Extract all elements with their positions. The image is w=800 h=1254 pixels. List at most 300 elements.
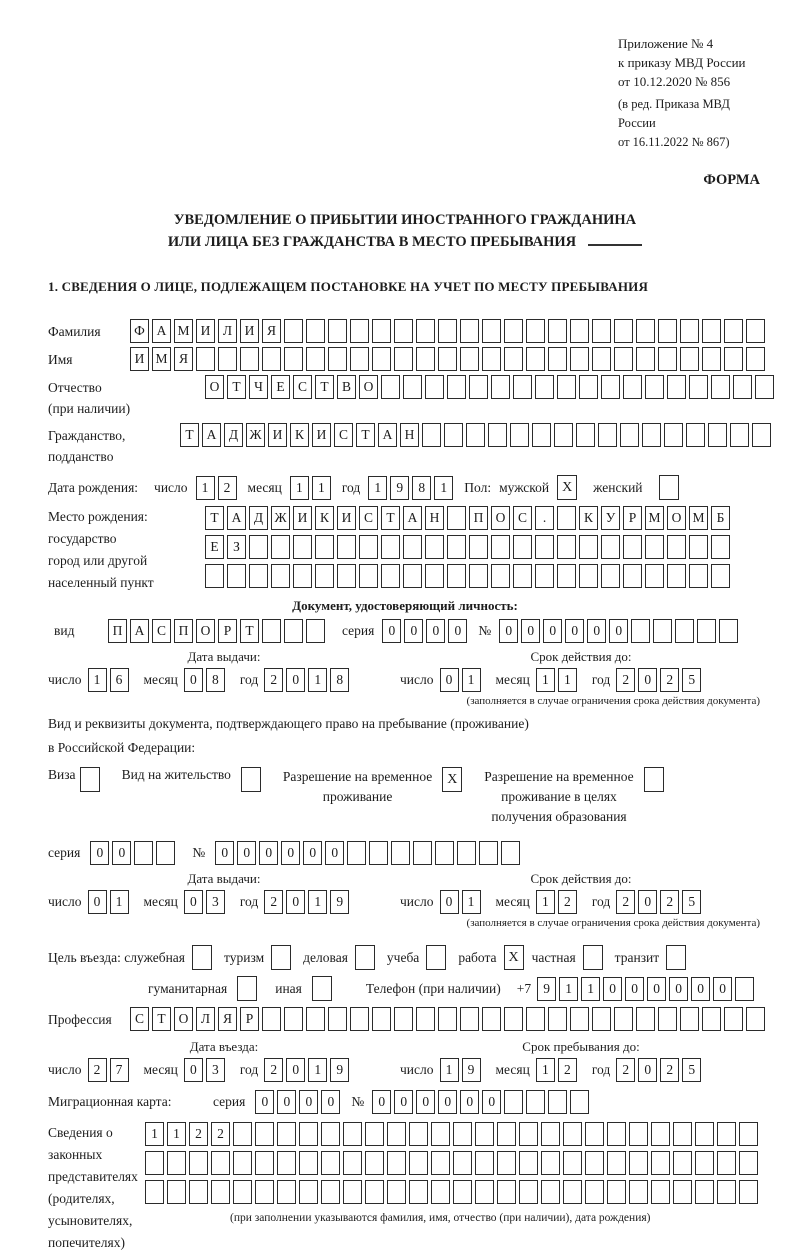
form-cell[interactable]: 0 <box>321 1090 340 1114</box>
form-cell[interactable]: 5 <box>682 668 701 692</box>
form-cell[interactable]: 0 <box>88 890 107 914</box>
form-cell[interactable]: Я <box>262 319 281 343</box>
form-cell[interactable] <box>645 535 664 559</box>
form-cell[interactable]: Ф <box>130 319 149 343</box>
form-cell[interactable] <box>697 619 716 643</box>
form-cell[interactable] <box>145 1151 164 1175</box>
form-cell[interactable]: 9 <box>330 1058 349 1082</box>
form-cell[interactable] <box>739 1180 758 1204</box>
form-cell[interactable] <box>607 1151 626 1175</box>
form-cell[interactable]: 0 <box>499 619 518 643</box>
form-cell[interactable] <box>431 1180 450 1204</box>
form-cell[interactable] <box>167 1151 186 1175</box>
form-cell[interactable] <box>636 319 655 343</box>
form-cell[interactable] <box>350 319 369 343</box>
form-cell[interactable] <box>673 1122 692 1146</box>
form-cell[interactable]: Ж <box>271 506 290 530</box>
form-cell[interactable]: 0 <box>112 841 131 865</box>
purpose-study-checkbox[interactable] <box>426 945 446 970</box>
form-cell[interactable] <box>350 1007 369 1031</box>
form-cell[interactable] <box>255 1180 274 1204</box>
form-cell[interactable]: Т <box>227 375 246 399</box>
form-cell[interactable] <box>491 564 510 588</box>
form-cell[interactable]: К <box>290 423 309 447</box>
form-cell[interactable] <box>387 1151 406 1175</box>
form-cell[interactable]: 0 <box>638 890 657 914</box>
form-cell[interactable] <box>425 564 444 588</box>
form-cell[interactable] <box>689 535 708 559</box>
form-cell[interactable] <box>557 535 576 559</box>
form-cell[interactable]: 0 <box>603 977 622 1001</box>
form-cell[interactable] <box>369 841 388 865</box>
form-cell[interactable] <box>416 347 435 371</box>
form-cell[interactable]: Л <box>196 1007 215 1031</box>
form-cell[interactable] <box>403 375 422 399</box>
form-cell[interactable]: 0 <box>286 668 305 692</box>
form-cell[interactable]: С <box>513 506 532 530</box>
form-cell[interactable] <box>717 1180 736 1204</box>
form-cell[interactable]: Е <box>205 535 224 559</box>
form-cell[interactable]: И <box>268 423 287 447</box>
form-cell[interactable]: 7 <box>110 1058 129 1082</box>
form-cell[interactable] <box>321 1122 340 1146</box>
form-cell[interactable] <box>233 1151 252 1175</box>
form-cell[interactable]: О <box>196 619 215 643</box>
form-cell[interactable] <box>469 564 488 588</box>
form-cell[interactable]: 1 <box>110 890 129 914</box>
form-cell[interactable] <box>614 319 633 343</box>
form-cell[interactable]: 0 <box>691 977 710 1001</box>
form-cell[interactable]: М <box>689 506 708 530</box>
form-cell[interactable] <box>284 619 303 643</box>
form-cell[interactable]: 0 <box>281 841 300 865</box>
form-cell[interactable]: 0 <box>184 1058 203 1082</box>
form-cell[interactable] <box>416 319 435 343</box>
form-cell[interactable] <box>717 1122 736 1146</box>
form-cell[interactable]: 1 <box>536 890 555 914</box>
form-cell[interactable]: 8 <box>330 668 349 692</box>
form-cell[interactable] <box>570 347 589 371</box>
form-cell[interactable] <box>460 319 479 343</box>
form-cell[interactable] <box>479 841 498 865</box>
form-cell[interactable] <box>447 506 466 530</box>
form-cell[interactable] <box>416 1007 435 1031</box>
form-cell[interactable] <box>444 423 463 447</box>
form-cell[interactable] <box>306 347 325 371</box>
form-cell[interactable] <box>422 423 441 447</box>
form-cell[interactable] <box>431 1151 450 1175</box>
sex-male-checkbox[interactable]: X <box>557 475 577 500</box>
form-cell[interactable]: А <box>227 506 246 530</box>
form-cell[interactable]: Т <box>152 1007 171 1031</box>
form-cell[interactable]: . <box>535 506 554 530</box>
form-cell[interactable] <box>658 1007 677 1031</box>
form-cell[interactable]: 0 <box>482 1090 501 1114</box>
form-cell[interactable]: Д <box>224 423 243 447</box>
form-cell[interactable] <box>497 1151 516 1175</box>
form-cell[interactable] <box>431 1122 450 1146</box>
form-cell[interactable] <box>526 319 545 343</box>
form-cell[interactable]: П <box>108 619 127 643</box>
form-cell[interactable] <box>372 347 391 371</box>
form-cell[interactable] <box>447 564 466 588</box>
form-cell[interactable]: 0 <box>565 619 584 643</box>
form-cell[interactable]: 2 <box>616 890 635 914</box>
form-cell[interactable]: Т <box>381 506 400 530</box>
form-cell[interactable] <box>513 375 532 399</box>
form-cell[interactable] <box>601 375 620 399</box>
form-cell[interactable]: 0 <box>713 977 732 1001</box>
form-cell[interactable]: 1 <box>581 977 600 1001</box>
form-cell[interactable]: 0 <box>90 841 109 865</box>
form-cell[interactable] <box>535 564 554 588</box>
form-cell[interactable]: С <box>130 1007 149 1031</box>
purpose-tourism-checkbox[interactable] <box>271 945 291 970</box>
form-cell[interactable]: 0 <box>609 619 628 643</box>
form-cell[interactable] <box>680 319 699 343</box>
form-cell[interactable]: 5 <box>682 890 701 914</box>
form-cell[interactable] <box>343 1180 362 1204</box>
form-cell[interactable]: Л <box>218 319 237 343</box>
form-cell[interactable] <box>255 1122 274 1146</box>
form-cell[interactable]: 0 <box>372 1090 391 1114</box>
form-cell[interactable] <box>711 375 730 399</box>
form-cell[interactable] <box>460 347 479 371</box>
form-cell[interactable] <box>548 319 567 343</box>
form-cell[interactable] <box>497 1180 516 1204</box>
form-cell[interactable]: 0 <box>394 1090 413 1114</box>
form-cell[interactable] <box>447 535 466 559</box>
form-cell[interactable] <box>579 564 598 588</box>
form-cell[interactable]: Я <box>174 347 193 371</box>
purpose-private-checkbox[interactable] <box>583 945 603 970</box>
form-cell[interactable] <box>579 535 598 559</box>
form-cell[interactable]: 0 <box>460 1090 479 1114</box>
form-cell[interactable]: П <box>469 506 488 530</box>
form-cell[interactable] <box>343 1151 362 1175</box>
form-cell[interactable]: Р <box>218 619 237 643</box>
form-cell[interactable]: Ч <box>249 375 268 399</box>
form-cell[interactable] <box>519 1122 538 1146</box>
form-cell[interactable]: С <box>334 423 353 447</box>
form-cell[interactable] <box>284 347 303 371</box>
form-cell[interactable] <box>695 1180 714 1204</box>
form-cell[interactable]: И <box>240 319 259 343</box>
form-cell[interactable] <box>457 841 476 865</box>
temp-residence-edu-checkbox[interactable] <box>644 767 664 792</box>
form-cell[interactable] <box>689 375 708 399</box>
form-cell[interactable]: И <box>130 347 149 371</box>
form-cell[interactable] <box>482 1007 501 1031</box>
form-cell[interactable]: Р <box>623 506 642 530</box>
form-cell[interactable]: С <box>359 506 378 530</box>
form-cell[interactable] <box>372 1007 391 1031</box>
form-cell[interactable] <box>592 347 611 371</box>
form-cell[interactable]: 8 <box>412 476 431 500</box>
form-cell[interactable] <box>724 1007 743 1031</box>
form-cell[interactable] <box>541 1122 560 1146</box>
form-cell[interactable] <box>719 619 738 643</box>
form-cell[interactable] <box>620 423 639 447</box>
form-cell[interactable] <box>211 1180 230 1204</box>
form-cell[interactable] <box>667 375 686 399</box>
form-cell[interactable] <box>651 1151 670 1175</box>
form-cell[interactable] <box>306 619 325 643</box>
form-cell[interactable]: О <box>491 506 510 530</box>
form-cell[interactable] <box>629 1180 648 1204</box>
form-cell[interactable]: А <box>403 506 422 530</box>
form-cell[interactable]: 0 <box>184 668 203 692</box>
form-cell[interactable]: 5 <box>682 1058 701 1082</box>
form-cell[interactable] <box>425 375 444 399</box>
form-cell[interactable] <box>746 319 765 343</box>
form-cell[interactable]: И <box>337 506 356 530</box>
form-cell[interactable]: 0 <box>286 1058 305 1082</box>
form-cell[interactable] <box>299 1180 318 1204</box>
form-cell[interactable] <box>156 841 175 865</box>
form-cell[interactable] <box>755 375 774 399</box>
form-cell[interactable] <box>702 1007 721 1031</box>
form-cell[interactable] <box>453 1122 472 1146</box>
purpose-transit-checkbox[interactable] <box>666 945 686 970</box>
form-cell[interactable]: 0 <box>440 890 459 914</box>
form-cell[interactable] <box>585 1151 604 1175</box>
form-cell[interactable] <box>277 1180 296 1204</box>
form-cell[interactable] <box>651 1180 670 1204</box>
form-cell[interactable] <box>557 375 576 399</box>
form-cell[interactable] <box>284 1007 303 1031</box>
form-cell[interactable]: 0 <box>215 841 234 865</box>
form-cell[interactable] <box>488 423 507 447</box>
form-cell[interactable] <box>475 1180 494 1204</box>
form-cell[interactable] <box>394 1007 413 1031</box>
purpose-humanitarian-checkbox[interactable] <box>237 976 257 1001</box>
form-cell[interactable] <box>381 535 400 559</box>
form-cell[interactable] <box>629 1151 648 1175</box>
form-cell[interactable] <box>387 1180 406 1204</box>
form-cell[interactable]: Т <box>356 423 375 447</box>
form-cell[interactable] <box>337 535 356 559</box>
form-cell[interactable]: 0 <box>184 890 203 914</box>
purpose-official-checkbox[interactable] <box>192 945 212 970</box>
form-cell[interactable] <box>724 319 743 343</box>
form-cell[interactable]: 0 <box>587 619 606 643</box>
form-cell[interactable]: 0 <box>259 841 278 865</box>
form-cell[interactable]: 1 <box>88 668 107 692</box>
form-cell[interactable] <box>469 535 488 559</box>
form-cell[interactable] <box>532 423 551 447</box>
form-cell[interactable] <box>240 347 259 371</box>
form-cell[interactable]: 1 <box>196 476 215 500</box>
purpose-work-checkbox[interactable]: X <box>504 945 524 970</box>
form-cell[interactable] <box>614 347 633 371</box>
form-cell[interactable]: Н <box>400 423 419 447</box>
form-cell[interactable] <box>598 423 617 447</box>
form-cell[interactable] <box>134 841 153 865</box>
form-cell[interactable] <box>189 1180 208 1204</box>
form-cell[interactable] <box>321 1180 340 1204</box>
form-cell[interactable] <box>504 1007 523 1031</box>
form-cell[interactable]: О <box>667 506 686 530</box>
form-cell[interactable] <box>501 841 520 865</box>
form-cell[interactable] <box>513 564 532 588</box>
form-cell[interactable] <box>579 375 598 399</box>
form-cell[interactable]: К <box>579 506 598 530</box>
form-cell[interactable]: 0 <box>638 1058 657 1082</box>
form-cell[interactable] <box>145 1180 164 1204</box>
form-cell[interactable] <box>205 564 224 588</box>
form-cell[interactable]: 1 <box>145 1122 164 1146</box>
form-cell[interactable] <box>585 1180 604 1204</box>
form-cell[interactable]: Т <box>240 619 259 643</box>
form-cell[interactable] <box>717 1151 736 1175</box>
form-cell[interactable] <box>570 1007 589 1031</box>
form-cell[interactable] <box>497 1122 516 1146</box>
form-cell[interactable]: 9 <box>537 977 556 1001</box>
form-cell[interactable] <box>409 1151 428 1175</box>
form-cell[interactable] <box>702 319 721 343</box>
form-cell[interactable] <box>491 535 510 559</box>
form-cell[interactable] <box>548 1007 567 1031</box>
form-cell[interactable] <box>271 564 290 588</box>
form-cell[interactable] <box>167 1180 186 1204</box>
form-cell[interactable] <box>607 1122 626 1146</box>
form-cell[interactable] <box>359 535 378 559</box>
form-cell[interactable] <box>189 1151 208 1175</box>
form-cell[interactable] <box>563 1122 582 1146</box>
form-cell[interactable]: 0 <box>299 1090 318 1114</box>
form-cell[interactable] <box>623 535 642 559</box>
form-cell[interactable] <box>321 1151 340 1175</box>
form-cell[interactable] <box>299 1151 318 1175</box>
form-cell[interactable] <box>680 347 699 371</box>
form-cell[interactable] <box>409 1122 428 1146</box>
form-cell[interactable] <box>711 564 730 588</box>
form-cell[interactable] <box>491 375 510 399</box>
form-cell[interactable] <box>658 319 677 343</box>
form-cell[interactable] <box>563 1151 582 1175</box>
form-cell[interactable] <box>651 1122 670 1146</box>
form-cell[interactable] <box>469 375 488 399</box>
form-cell[interactable]: 0 <box>426 619 445 643</box>
form-cell[interactable] <box>746 347 765 371</box>
form-cell[interactable] <box>548 1090 567 1114</box>
form-cell[interactable]: 3 <box>206 1058 225 1082</box>
form-cell[interactable]: 0 <box>625 977 644 1001</box>
form-cell[interactable] <box>658 347 677 371</box>
form-cell[interactable]: З <box>227 535 246 559</box>
form-cell[interactable]: М <box>152 347 171 371</box>
form-cell[interactable] <box>739 1122 758 1146</box>
form-cell[interactable]: 0 <box>286 890 305 914</box>
form-cell[interactable] <box>576 423 595 447</box>
form-cell[interactable]: 1 <box>559 977 578 1001</box>
form-cell[interactable]: 0 <box>325 841 344 865</box>
form-cell[interactable]: 1 <box>167 1122 186 1146</box>
form-cell[interactable] <box>631 619 650 643</box>
form-cell[interactable] <box>601 564 620 588</box>
form-cell[interactable]: 9 <box>390 476 409 500</box>
form-cell[interactable] <box>315 564 334 588</box>
form-cell[interactable]: У <box>601 506 620 530</box>
form-cell[interactable]: Я <box>218 1007 237 1031</box>
form-cell[interactable] <box>365 1151 384 1175</box>
temp-residence-checkbox[interactable]: X <box>442 767 462 792</box>
form-cell[interactable] <box>394 347 413 371</box>
form-cell[interactable] <box>293 535 312 559</box>
form-cell[interactable] <box>262 619 281 643</box>
form-cell[interactable]: А <box>202 423 221 447</box>
form-cell[interactable] <box>381 564 400 588</box>
form-cell[interactable] <box>233 1180 252 1204</box>
form-cell[interactable] <box>526 1090 545 1114</box>
form-cell[interactable]: И <box>196 319 215 343</box>
form-cell[interactable] <box>218 347 237 371</box>
form-cell[interactable] <box>607 1180 626 1204</box>
form-cell[interactable]: 8 <box>206 668 225 692</box>
form-cell[interactable] <box>667 535 686 559</box>
form-cell[interactable] <box>284 319 303 343</box>
form-cell[interactable] <box>739 1151 758 1175</box>
form-cell[interactable] <box>504 347 523 371</box>
form-cell[interactable]: 0 <box>277 1090 296 1114</box>
form-cell[interactable] <box>667 564 686 588</box>
form-cell[interactable]: 2 <box>660 1058 679 1082</box>
form-cell[interactable] <box>752 423 771 447</box>
form-cell[interactable] <box>653 619 672 643</box>
form-cell[interactable]: 0 <box>521 619 540 643</box>
form-cell[interactable] <box>438 347 457 371</box>
form-cell[interactable]: 0 <box>237 841 256 865</box>
form-cell[interactable] <box>548 347 567 371</box>
form-cell[interactable]: И <box>293 506 312 530</box>
form-cell[interactable]: 0 <box>382 619 401 643</box>
form-cell[interactable] <box>391 841 410 865</box>
form-cell[interactable] <box>735 977 754 1001</box>
form-cell[interactable] <box>271 535 290 559</box>
form-cell[interactable]: 2 <box>218 476 237 500</box>
form-cell[interactable] <box>475 1122 494 1146</box>
form-cell[interactable] <box>645 564 664 588</box>
form-cell[interactable]: С <box>152 619 171 643</box>
form-cell[interactable] <box>702 347 721 371</box>
form-cell[interactable]: 2 <box>189 1122 208 1146</box>
form-cell[interactable] <box>664 423 683 447</box>
form-cell[interactable] <box>293 564 312 588</box>
form-cell[interactable] <box>255 1151 274 1175</box>
form-cell[interactable] <box>196 347 215 371</box>
form-cell[interactable] <box>262 347 281 371</box>
form-cell[interactable] <box>519 1151 538 1175</box>
form-cell[interactable]: 1 <box>536 668 555 692</box>
form-cell[interactable] <box>315 535 334 559</box>
form-cell[interactable]: 0 <box>543 619 562 643</box>
form-cell[interactable] <box>425 535 444 559</box>
form-cell[interactable] <box>541 1151 560 1175</box>
form-cell[interactable] <box>557 506 576 530</box>
form-cell[interactable]: 0 <box>303 841 322 865</box>
form-cell[interactable]: 3 <box>206 890 225 914</box>
form-cell[interactable]: 0 <box>647 977 666 1001</box>
form-cell[interactable]: Т <box>205 506 224 530</box>
form-cell[interactable]: 2 <box>264 1058 283 1082</box>
form-cell[interactable] <box>614 1007 633 1031</box>
form-cell[interactable] <box>695 1151 714 1175</box>
form-cell[interactable] <box>724 347 743 371</box>
form-cell[interactable] <box>541 1180 560 1204</box>
form-cell[interactable] <box>387 1122 406 1146</box>
form-cell[interactable]: 0 <box>438 1090 457 1114</box>
